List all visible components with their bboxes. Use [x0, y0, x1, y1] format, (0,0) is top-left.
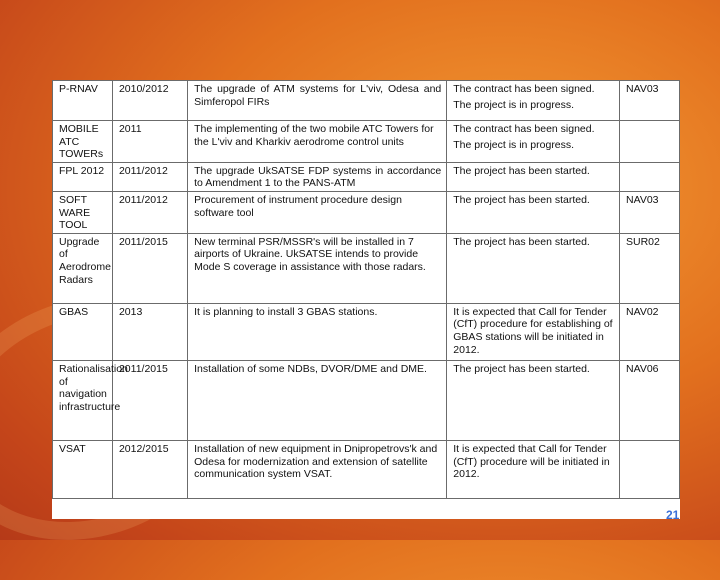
table-row — [53, 162, 680, 191]
period-cell: 2011/2015 — [112, 233, 187, 303]
projects-table-panel — [52, 80, 680, 519]
project-name-cell: Upgrade of Aerodrome Radars — [53, 233, 113, 303]
period-cell: 2011/2012 — [112, 191, 187, 233]
table-row — [53, 233, 680, 303]
reference-cell — [620, 121, 680, 163]
project-name-cell: SOFT WARE TOOL — [53, 191, 113, 233]
projects-table — [52, 80, 680, 499]
description-cell: The upgrade UkSATSE FDP systems in accordance to Amendment 1 to the PANS-ATM — [188, 162, 447, 191]
status-cell — [447, 121, 620, 163]
period-cell: 2012/2015 — [112, 441, 187, 499]
reference-cell: NAV03 — [620, 191, 680, 233]
table-row — [53, 303, 680, 360]
status-cell — [447, 81, 620, 121]
reference-cell: NAV02 — [620, 303, 680, 360]
status-text: It is expected that Call for Tender (CfT) procedure will be initiated in 2012. — [453, 443, 610, 481]
status-text: The project has been started. — [453, 235, 590, 248]
reference-cell: NAV06 — [620, 361, 680, 441]
period-cell: 2010/2012 — [112, 81, 187, 121]
description-cell: It is planning to install 3 GBAS stations. — [188, 303, 447, 360]
project-name-cell: P-RNAV — [53, 81, 113, 121]
status-text: The project is in progress. — [453, 98, 575, 111]
status-cell — [447, 191, 620, 233]
status-text: The project has been started. — [453, 363, 590, 376]
description-cell: The upgrade of ATM systems for L'viv, Odesa and Simferopol FIRs — [188, 81, 447, 121]
description-cell: Installation of some NDBs, DVOR/DME and DME. — [188, 361, 447, 441]
table-row — [53, 361, 680, 441]
status-cell — [447, 441, 620, 499]
project-name-cell: MOBILE ATC TOWERs — [53, 121, 113, 163]
description-cell: The implementing of the two mobile ATC Towers for the L'viv and Kharkiv aerodrome control units — [188, 121, 447, 163]
status-cell — [447, 303, 620, 360]
status-text: The contract has been signed. — [453, 123, 595, 135]
project-name-cell: Rationalisation of navigation infrastructure — [53, 361, 113, 441]
page-number: 21 — [666, 508, 680, 522]
period-cell: 2013 — [112, 303, 187, 360]
status-text: The contract has been signed. — [453, 83, 595, 95]
description-cell: New terminal PSR/MSSR's will be installed in 7 airports of Ukraine. UkSATSE intends to provide Mode S coverage in assistance with those radars. — [188, 233, 447, 303]
table-row — [53, 81, 680, 121]
status-cell — [447, 361, 620, 441]
status-cell — [447, 233, 620, 303]
description-cell: Installation of new equipment in Dnipropetrovs'k and Odesa for modernization and extension of satellite communication system VSAT. — [188, 441, 447, 499]
table-row — [53, 441, 680, 499]
project-name-cell: VSAT — [53, 441, 113, 499]
status-text: The project has been started. — [453, 164, 590, 177]
period-cell: 2011/2012 — [112, 162, 187, 191]
period-cell: 2011 — [112, 121, 187, 163]
status-text: It is expected that Call for Tender (CfT) procedure for establishing of GBAS stations will be initiated in 2012. — [453, 305, 613, 356]
table-row — [53, 191, 680, 233]
period-cell: 2011/2015 — [112, 361, 187, 441]
reference-cell — [620, 441, 680, 499]
project-name-cell: GBAS — [53, 303, 113, 360]
status-text: The project is in progress. — [453, 138, 575, 151]
status-text: The project has been started. — [453, 193, 590, 206]
project-name-cell: FPL 2012 — [53, 162, 113, 191]
description-cell: Procurement of instrument procedure design software tool — [188, 191, 447, 233]
reference-cell: NAV03 — [620, 81, 680, 121]
status-cell — [447, 162, 620, 191]
reference-cell — [620, 162, 680, 191]
table-row — [53, 121, 680, 163]
reference-cell: SUR02 — [620, 233, 680, 303]
